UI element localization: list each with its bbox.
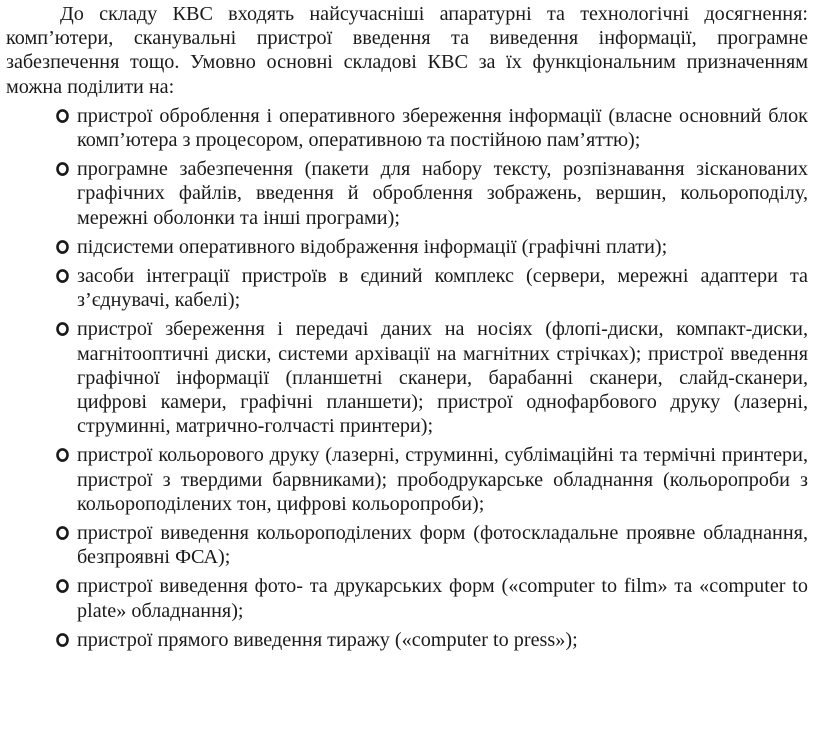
list-item: [6, 443, 808, 516]
list-item-text: пристрої прямого виведення тиражу («computer to press»);: [77, 628, 578, 651]
hollow-circle-icon: [56, 633, 69, 647]
list-item-text: пристрої оброблення і оперативного збереження інформації (власне основний блок комп’ютера з процесором, оперативною та постійною пам’яттю);: [77, 104, 808, 152]
hollow-circle-icon: [56, 162, 69, 176]
list-item-text: підсистеми оперативного відображення інформації (графічні плати);: [77, 235, 668, 258]
hollow-circle-icon: [56, 269, 69, 283]
list-item: [6, 574, 808, 622]
hollow-circle-icon: [56, 109, 69, 123]
list-item-text: засоби інтеграції пристроїв в єдиний комплекс (сервери, мережні адаптери та з’єднувачі, кабелі);: [77, 265, 808, 312]
list-item: [6, 235, 808, 259]
list-item: [6, 264, 808, 312]
component-list: [6, 104, 808, 652]
hollow-circle-icon: [56, 448, 69, 462]
hollow-circle-icon: [56, 322, 69, 336]
intro-paragraph: До складу КВС входять найсучасніші апаратурні та технологічні досягнення: комп’ютери, сканувальні пристрої введення та виведення інформації, програмне забезпечення тощо. Умовно основні складові КВС за їх функціональним призначенням можна поділити на:: [6, 3, 808, 98]
hollow-circle-icon: [56, 240, 69, 254]
list-item-text: пристрої кольорового друку (лазерні, струминні, сублімаційні та термічні принтери, пристрої з твердими барвниками); прободрукарське обладнання (кольоропроби з кольороподілених тон, цифрові кольоропроби);: [77, 444, 808, 515]
list-item-text: програмне забезпечення (пакети для набору тексту, розпізнавання зісканованих графічних файлів, введення й оброблення зображень, вершин, кольороподілу, мережні оболонки та інші програми);: [77, 158, 808, 229]
list-item: [6, 104, 808, 152]
list-item-text: пристрої збереження і передачі даних на носіях (флопі-диски, компакт-диски, магнітооптичні диски, системи архівації на магнітних стрічках); пристрої введення графічної інформації (планшетні сканери, барабанні сканери, слайд-сканери, цифрові камери, графічні планшети); пристрої однофарбового друку (лазерні, струминні, матрично-голчасті принтери);: [77, 318, 808, 438]
list-item-text: пристрої виведення кольороподілених форм (фотоскладальне проявне обладнання, безпроявні ФСА);: [77, 522, 808, 569]
list-item: [6, 521, 808, 569]
list-item-text: пристрої виведення фото- та друкарських форм («computer to film» та «computer to plate» обладнання);: [77, 575, 808, 622]
list-item: [6, 157, 808, 230]
list-item: [6, 317, 808, 438]
hollow-circle-icon: [56, 526, 69, 540]
hollow-circle-icon: [56, 579, 69, 593]
list-item: [6, 628, 808, 652]
